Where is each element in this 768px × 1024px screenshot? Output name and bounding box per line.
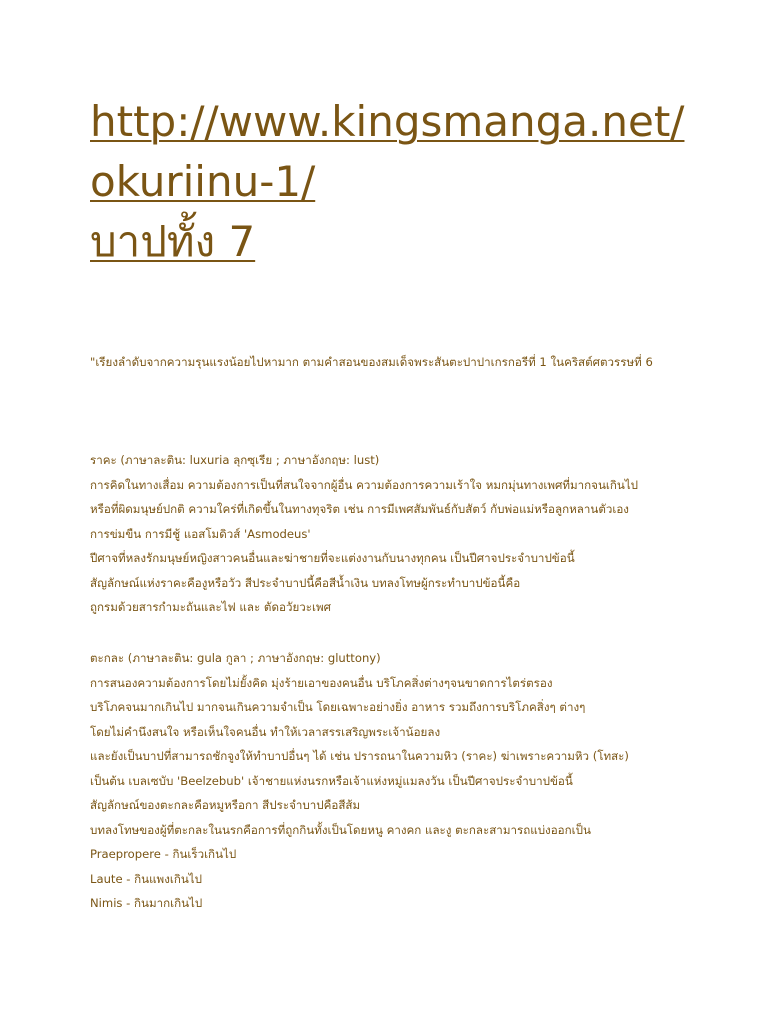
gluttony-section (90, 646, 690, 916)
gluttony-text-line: การสนองความต้องการโดยไม่ยั้งคิด มุ่งร้ายเอาของคนอื่น บริโภคสิ่งต่างๆจนขาดการไตร่ตรอง (90, 675, 553, 690)
gluttony-subtype: Laute - กินแพงเกินไป (90, 871, 202, 886)
gluttony-text-line: บทลงโทษของผู้ที่ตะกละในนรกคือการที่ถูกกินทั้งเป็นโดยหนู คางคก และงู ตะกละสามารถแบ่งออกเป็น (90, 822, 591, 837)
intro-paragraph: "เรียงลำดับจากความรุนแรงน้อยไปหามาก ตามคำสอนของสมเด็จพระสันตะปาปาเกรกอรีที่ 1 ในคริสต์ศตวรรษที่ 6 (90, 355, 653, 369)
gluttony-subtype: Nimis - กินมากเกินไป (90, 896, 203, 910)
lust-text-line: ปีศาจที่หลงรักมนุษย์หญิงสาวคนอื่นและฆ่าชายที่จะแต่งงานกับนางทุกคน เป็นปีศาจประจำบาปข้อนี้ (90, 551, 575, 565)
title-url-line-1[interactable]: http://www.kingsmanga.net/ (90, 97, 685, 146)
lust-text-line: สัญลักษณ์แห่งราคะคืองูหรือวัว สีประจำบาปนี้คือสีน้ำเงิน บทลงโทษผู้กระทำบาปข้อนี้คือ (90, 575, 521, 590)
title-heading[interactable]: บาปทั้ง 7 (90, 217, 256, 266)
gluttony-heading: ตะกละ (ภาษาละติน: gula กูลา ; ภาษาอังกฤษ: gluttony) (90, 651, 381, 665)
lust-text-line: การคิดในทางเสื่อม ความต้องการเป็นที่สนใจจากผู้อื่น ความต้องการความเร้าใจ หมกมุ่นทางเพศที่มากจนเกินไป (90, 477, 639, 492)
title-link[interactable] (90, 92, 750, 272)
lust-text-line: การข่มขืน การมีชู้ แอสโมดิวส์ 'Asmodeus' (90, 526, 311, 541)
gluttony-text-line: เป็นต้น เบลเซบับ 'Beelzebub' เจ้าชายแห่งนรกหรือเจ้าแห่งหมู่แมลงวัน เป็นปีศาจประจำบาปข้อนี้ (90, 773, 573, 788)
gluttony-subtype: Praepropere - กินเร็วเกินไป (90, 847, 237, 861)
gluttony-text-line: และยังเป็นบาปที่สามารถชักจูงให้ทำบาปอื่นๆ ได้ เช่น ปรารถนาในความหิว (ราคะ) ฆ่าเพราะความหิว (โทสะ) (90, 749, 629, 763)
lust-text-line: ถูกรมด้วยสารกำมะถันและไฟ และ ตัดอวัยวะเพศ (90, 600, 331, 614)
gluttony-text-line: สัญลักษณ์ของตะกละคือหมูหรือกา สีประจำบาปคือสีส้ม (90, 798, 361, 812)
title-url-line-2[interactable]: okuriinu-1/ (90, 157, 316, 206)
lust-heading: ราคะ (ภาษาละติน: luxuria ลุกซุเรีย ; ภาษาอังกฤษ: lust) (90, 453, 380, 467)
gluttony-text-line: บริโภคจนมากเกินไป มากจนเกินความจำเป็น โดยเฉพาะอย่างยิ่ง อาหาร รวมถึงการบริโภคสิ่งๆ ต่างๆ (90, 700, 586, 714)
lust-text-line: หรือที่ผิดมนุษย์ปกติ ความใคร่ที่เกิดขึ้นในทางทุจริต เช่น การมีเพศสัมพันธ์กับสัตว์ กับพ่อแม่หรือลูกหลานตัวเอง (90, 502, 629, 516)
lust-section (90, 448, 690, 620)
gluttony-text-line: โดยไม่คำนึงสนใจ หรือเห็นใจคนอื่น ทำให้เวลาสรรเสริญพระเจ้าน้อยลง (90, 724, 441, 739)
